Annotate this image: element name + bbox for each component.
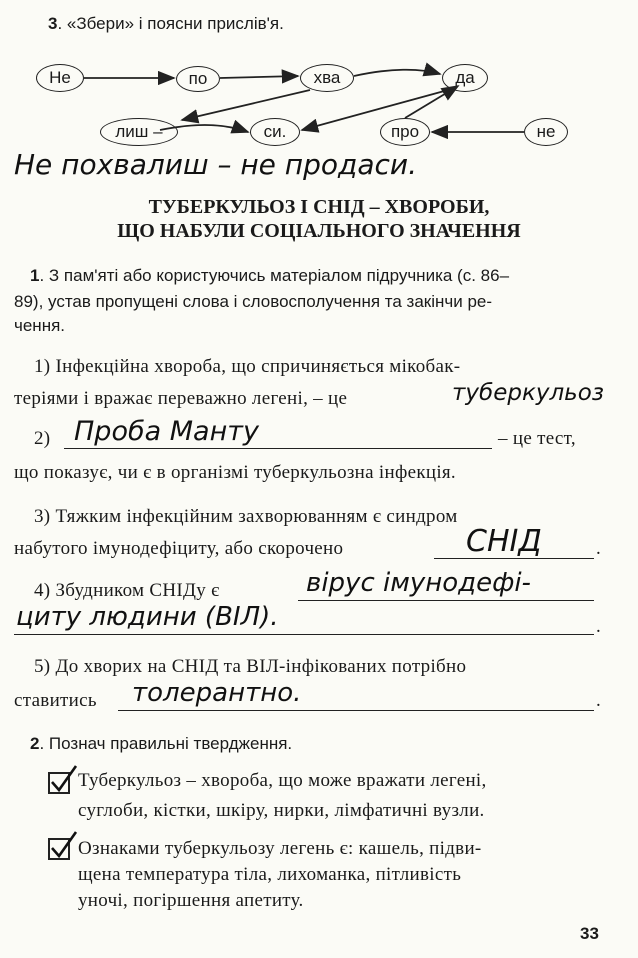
- task2-instruction: . Познач правильні твердження.: [39, 734, 293, 753]
- section-title-line1: ТУБЕРКУЛЬОЗ І СНІД – ХВОРОБИ,: [148, 196, 490, 218]
- statement2-line3: уночі, погіршення апетиту.: [78, 890, 304, 911]
- checkmark-icon: [48, 830, 78, 860]
- syllable-text: да: [455, 68, 475, 87]
- checkmark-icon: [48, 764, 78, 794]
- task2-heading: [30, 734, 292, 754]
- syllable-text: лиш –: [115, 122, 163, 141]
- item2-line2: що показує, чи є в організмі туберкульозна інфекція.: [14, 462, 456, 483]
- item2-prefix: 2): [34, 428, 51, 449]
- syllable-text: по: [188, 69, 208, 88]
- task2-number: 2: [30, 734, 40, 753]
- item1-line2: теріями і вражає переважно легені, – це: [14, 388, 348, 409]
- item2-answer-line: [64, 448, 492, 449]
- item5-line1: 5) До хворих на СНІД та ВІЛ-інфікованих потрібно: [34, 656, 467, 677]
- syllable-text: Не: [49, 68, 71, 87]
- item5-end: .: [596, 690, 602, 711]
- statement2-line1: Ознаками туберкульозу легень є: кашель, підви-: [78, 838, 482, 859]
- item3-line1: 3) Тяжким інфекційним захворюванням є синдром: [34, 506, 458, 527]
- item2-answer: Проба Манту: [74, 416, 259, 447]
- item3-line2: набутого імунодефіциту, або скорочено: [14, 538, 344, 559]
- item2-suffix: – це тест,: [498, 428, 576, 449]
- task3-instruction: . «Збери» і поясни прислів'я.: [57, 14, 284, 33]
- statement1-line2: суглоби, кістки, шкіру, нирки, лімфатичні вузли.: [78, 800, 485, 821]
- task3-number: 3: [48, 14, 58, 33]
- item4-answer-line1: [298, 600, 594, 601]
- item1-line1: 1) Інфекційна хвороба, що спричиняється мікобак-: [34, 356, 461, 377]
- syllable-text: не: [536, 122, 556, 141]
- item4-line1: 4) Збудником СНІДу є: [34, 580, 220, 601]
- item3-answer: СНІД: [466, 524, 542, 559]
- item4-answer-part1: вірус імунодефі-: [306, 568, 531, 598]
- task3-answer: Не похвалиш – не продаси.: [14, 148, 418, 181]
- item4-answer-line2: [14, 634, 594, 635]
- syllable-text: хва: [313, 68, 341, 87]
- page-number: 33: [580, 924, 599, 943]
- task1-heading: [30, 266, 509, 286]
- statement2-line2: щена температура тіла, лихоманка, пітливість: [78, 864, 462, 885]
- syllable-arrows: [0, 50, 638, 160]
- task1-instruction-line3: чення.: [14, 316, 66, 335]
- section-title-line2: ЩО НАБУЛИ СОЦІАЛЬНОГО ЗНАЧЕННЯ: [117, 220, 521, 242]
- item5-line2: ставитись: [14, 690, 97, 711]
- item1-answer: туберкульоз: [452, 380, 605, 406]
- task1-instruction-line1: . З пам'яті або користуючись матеріалом підручника (с. 86–: [39, 266, 510, 285]
- statement1-checkbox[interactable]: [48, 772, 70, 794]
- item4-answer-part2: циту людини (ВІЛ).: [16, 602, 279, 632]
- item4-end: .: [596, 616, 602, 637]
- task3-heading: [48, 14, 284, 34]
- item5-answer: толерантно.: [132, 678, 302, 708]
- syllable-text: си.: [263, 122, 287, 141]
- syllable-text: про: [390, 122, 420, 141]
- statement1-line1: Туберкульоз – хвороба, що може вражати легені,: [78, 770, 487, 791]
- task1-number: 1: [30, 266, 40, 285]
- statement2-checkbox[interactable]: [48, 838, 70, 860]
- item5-answer-line: [118, 710, 594, 711]
- task1-instruction-line2: 89), устав пропущені слова і словосполучення та закінчи ре-: [14, 292, 493, 311]
- item3-end: .: [596, 538, 602, 559]
